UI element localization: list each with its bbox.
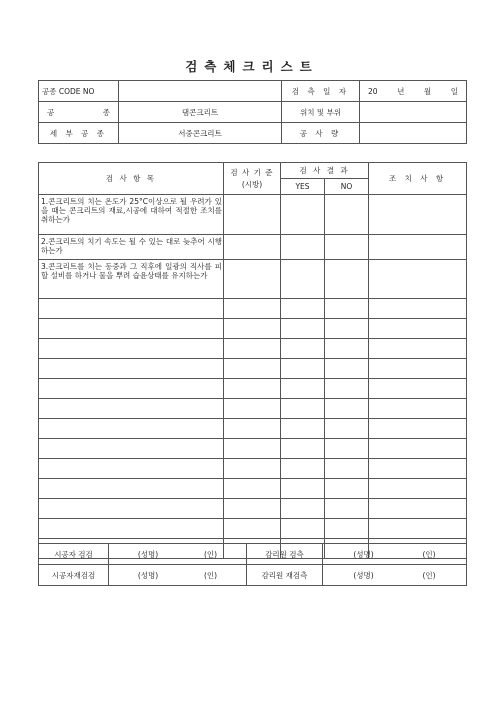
standard-cell[interactable] bbox=[224, 359, 281, 379]
empty-item-cell[interactable] bbox=[39, 399, 224, 419]
col-action-header: 조 치 사 항 bbox=[369, 163, 467, 195]
empty-item-cell[interactable] bbox=[39, 519, 224, 539]
inspection-item: 1.콘크리트의 치는 온도가 25°C이상으로 될 우려가 있을 때는 콘크리트의 재료,시공에 대하여 적절한 조치를 취하는가 bbox=[39, 195, 224, 235]
date-label: 검 측 일 자 bbox=[282, 81, 360, 102]
code-value[interactable] bbox=[119, 81, 282, 102]
seal-mark: (인) bbox=[422, 549, 436, 559]
yes-cell[interactable] bbox=[281, 399, 325, 419]
inspection-item: 2.콘크리트의 치기 속도는 될 수 있는 대로 늦추어 시행하는가 bbox=[39, 235, 224, 260]
yes-cell[interactable] bbox=[281, 235, 325, 260]
action-cell[interactable] bbox=[369, 419, 467, 439]
empty-item-cell[interactable] bbox=[39, 439, 224, 459]
yes-cell[interactable] bbox=[281, 459, 325, 479]
standard-cell[interactable] bbox=[224, 235, 281, 260]
action-cell[interactable] bbox=[369, 235, 467, 260]
supervisor-check-label: 감리원 검측 bbox=[247, 544, 323, 565]
sub-work-value[interactable]: 서중콘크리트 bbox=[119, 123, 282, 144]
table-row bbox=[39, 299, 467, 319]
col-standard-sub: (시방) bbox=[241, 180, 263, 189]
code-label: 공종 CODE NO bbox=[39, 81, 119, 102]
action-cell[interactable] bbox=[369, 499, 467, 519]
action-cell[interactable] bbox=[369, 379, 467, 399]
header-table bbox=[38, 80, 467, 144]
no-cell[interactable] bbox=[325, 419, 369, 439]
action-cell[interactable] bbox=[369, 195, 467, 235]
no-cell[interactable] bbox=[325, 359, 369, 379]
standard-cell[interactable] bbox=[224, 479, 281, 499]
standard-cell[interactable] bbox=[224, 379, 281, 399]
sub-work-label: 세 부 공 종 bbox=[39, 123, 119, 144]
standard-cell[interactable] bbox=[224, 195, 281, 235]
action-cell[interactable] bbox=[369, 299, 467, 319]
standard-cell[interactable] bbox=[224, 439, 281, 459]
standard-cell[interactable] bbox=[224, 260, 281, 299]
contractor-check-sign[interactable] bbox=[109, 544, 247, 565]
no-cell[interactable] bbox=[325, 519, 369, 539]
empty-item-cell[interactable] bbox=[39, 419, 224, 439]
yes-cell[interactable] bbox=[281, 319, 325, 339]
yes-cell[interactable] bbox=[281, 359, 325, 379]
work-type-value[interactable]: 댐콘크리트 bbox=[119, 102, 282, 123]
yes-cell[interactable] bbox=[281, 339, 325, 359]
no-cell[interactable] bbox=[325, 299, 369, 319]
no-cell[interactable] bbox=[325, 399, 369, 419]
name-mark: (성명) bbox=[137, 549, 159, 559]
quantity-label: 공 사 량 bbox=[282, 123, 360, 144]
table-row bbox=[39, 479, 467, 499]
no-cell[interactable] bbox=[325, 379, 369, 399]
standard-cell[interactable] bbox=[224, 519, 281, 539]
inspection-table bbox=[38, 162, 467, 559]
action-cell[interactable] bbox=[369, 319, 467, 339]
standard-cell[interactable] bbox=[224, 339, 281, 359]
table-row bbox=[39, 359, 467, 379]
table-row bbox=[39, 260, 467, 299]
action-cell[interactable] bbox=[369, 260, 467, 299]
empty-item-cell[interactable] bbox=[39, 379, 224, 399]
yes-cell[interactable] bbox=[281, 419, 325, 439]
no-cell[interactable] bbox=[325, 479, 369, 499]
no-cell[interactable] bbox=[325, 339, 369, 359]
supervisor-recheck-label: 감리원 재검측 bbox=[247, 565, 323, 586]
date-day-unit: 일 bbox=[450, 86, 458, 96]
standard-cell[interactable] bbox=[224, 399, 281, 419]
name-mark: (성명) bbox=[353, 549, 374, 559]
col-result-header: 검 사 결 과 bbox=[281, 163, 369, 179]
standard-cell[interactable] bbox=[224, 419, 281, 439]
contractor-recheck-label: 시공자재검검 bbox=[39, 565, 109, 586]
quantity-value[interactable] bbox=[360, 123, 467, 144]
table-row bbox=[39, 459, 467, 479]
work-type-label: 공 종 bbox=[39, 102, 119, 123]
table-row bbox=[39, 235, 467, 260]
seal-mark: (인) bbox=[203, 549, 218, 559]
table-row bbox=[39, 519, 467, 539]
col-no-header: NO bbox=[325, 179, 369, 195]
table-row bbox=[39, 399, 467, 419]
table-row bbox=[39, 439, 467, 459]
table-row bbox=[39, 195, 467, 235]
table-row bbox=[39, 499, 467, 519]
date-value[interactable] bbox=[360, 81, 467, 102]
yes-cell[interactable] bbox=[281, 299, 325, 319]
no-cell[interactable] bbox=[325, 235, 369, 260]
table-row bbox=[39, 339, 467, 359]
no-cell[interactable] bbox=[325, 319, 369, 339]
no-cell[interactable] bbox=[325, 499, 369, 519]
seal-mark: (인) bbox=[422, 570, 436, 580]
yes-cell[interactable] bbox=[281, 499, 325, 519]
empty-item-cell[interactable] bbox=[39, 359, 224, 379]
yes-cell[interactable] bbox=[281, 439, 325, 459]
standard-cell[interactable] bbox=[224, 459, 281, 479]
empty-item-cell[interactable] bbox=[39, 339, 224, 359]
contractor-recheck-sign[interactable] bbox=[109, 565, 247, 586]
location-label: 위치 및 부위 bbox=[282, 102, 360, 123]
empty-item-cell[interactable] bbox=[39, 499, 224, 519]
yes-cell[interactable] bbox=[281, 479, 325, 499]
contractor-check-label: 시공자 검검 bbox=[39, 544, 109, 565]
date-year: 20 bbox=[368, 86, 378, 96]
standard-cell[interactable] bbox=[224, 499, 281, 519]
empty-item-cell[interactable] bbox=[39, 459, 224, 479]
action-cell[interactable] bbox=[369, 399, 467, 419]
action-cell[interactable] bbox=[369, 359, 467, 379]
empty-item-cell[interactable] bbox=[39, 479, 224, 499]
yes-cell[interactable] bbox=[281, 519, 325, 539]
empty-item-cell[interactable] bbox=[39, 299, 224, 319]
col-standard-header bbox=[224, 163, 281, 195]
action-cell[interactable] bbox=[369, 459, 467, 479]
signature-table bbox=[38, 543, 467, 586]
col-item-header: 검 사 항 목 bbox=[39, 163, 224, 195]
no-cell[interactable] bbox=[325, 195, 369, 235]
action-cell[interactable] bbox=[369, 519, 467, 539]
no-cell[interactable] bbox=[325, 260, 369, 299]
standard-cell[interactable] bbox=[224, 319, 281, 339]
action-cell[interactable] bbox=[369, 479, 467, 499]
action-cell[interactable] bbox=[369, 339, 467, 359]
col-yes-header: YES bbox=[281, 179, 325, 195]
date-month-unit: 월 bbox=[423, 86, 432, 96]
supervisor-recheck-sign[interactable] bbox=[323, 565, 467, 586]
action-cell[interactable] bbox=[369, 439, 467, 459]
standard-cell[interactable] bbox=[224, 299, 281, 319]
table-row bbox=[39, 419, 467, 439]
location-value[interactable] bbox=[360, 102, 467, 123]
page-title: 검측체크리스트 bbox=[185, 59, 319, 74]
table-row bbox=[39, 319, 467, 339]
name-mark: (성명) bbox=[353, 570, 374, 580]
empty-item-cell[interactable] bbox=[39, 319, 224, 339]
yes-cell[interactable] bbox=[281, 195, 325, 235]
date-year-unit: 년 bbox=[397, 86, 405, 96]
table-row bbox=[39, 379, 467, 399]
yes-cell[interactable] bbox=[281, 260, 325, 299]
seal-mark: (인) bbox=[203, 570, 218, 580]
yes-cell[interactable] bbox=[281, 379, 325, 399]
col-standard-label: 검 사 기 준 bbox=[230, 168, 274, 177]
supervisor-check-sign[interactable] bbox=[323, 544, 467, 565]
no-cell[interactable] bbox=[325, 459, 369, 479]
name-mark: (성명) bbox=[137, 570, 159, 580]
no-cell[interactable] bbox=[325, 439, 369, 459]
inspection-item: 3.콘크리트를 치는 동중과 그 직후에 일광의 직사를 피할 설비를 하거나 물을 뿌려 습윤상태를 유지하는가 bbox=[39, 260, 224, 299]
